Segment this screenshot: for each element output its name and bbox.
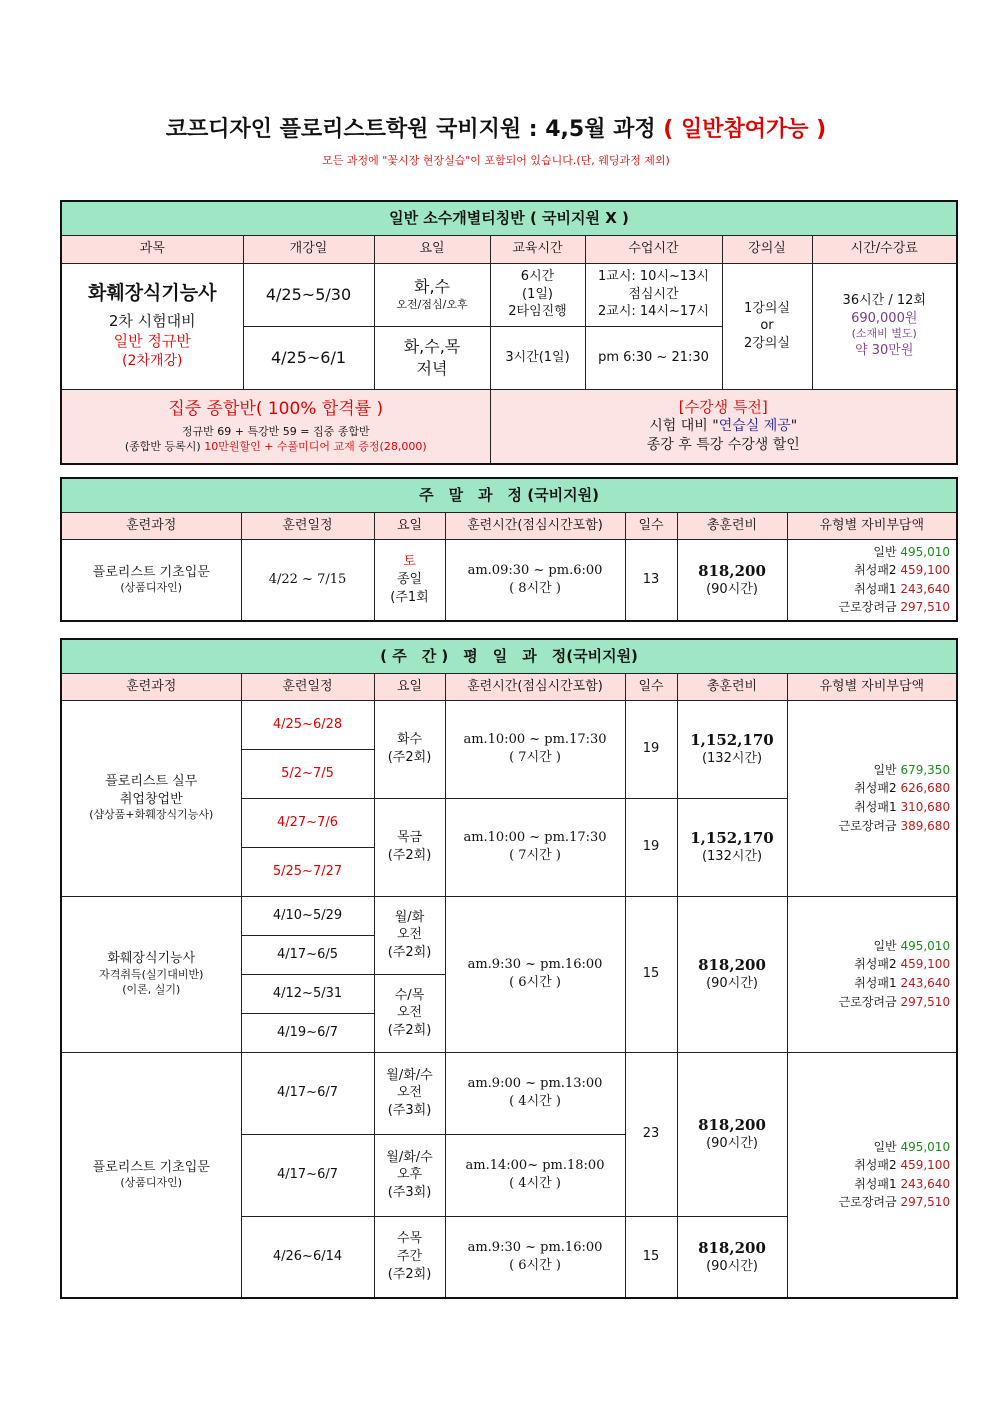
time-line: ( 7시간 ) bbox=[509, 750, 561, 765]
subject-line4: (2차개강) bbox=[122, 352, 183, 369]
time-line: ( 7시간 ) bbox=[509, 848, 561, 863]
fee-row bbox=[790, 1138, 951, 1157]
edu-line: 6시간 bbox=[520, 269, 555, 285]
header-fees: 유형별 자비부담액 bbox=[787, 512, 957, 539]
edu-line: (1일) bbox=[522, 286, 553, 302]
room-line: or bbox=[760, 318, 774, 334]
room-line: 2강의실 bbox=[744, 335, 790, 351]
cost-amount: 818,200 bbox=[698, 956, 766, 975]
fee-cell bbox=[812, 263, 957, 389]
schedule-cell: 4/19~6/7 bbox=[241, 1013, 374, 1052]
general-class-band: 일반 소수개별티칭반 ( 국비지원 X ) bbox=[61, 201, 957, 235]
class-time-line: 점심시간 bbox=[628, 286, 679, 302]
title-highlight: ( 일반참여가능 ) bbox=[663, 117, 827, 142]
days-cell: 19 bbox=[625, 700, 677, 798]
cost-cell bbox=[677, 1216, 787, 1298]
title-main: 코프디자인 플로리스트학원 국비지원 : 4,5월 과정 bbox=[165, 117, 656, 142]
header-class-time: 수업시간 bbox=[585, 235, 722, 263]
intensive-line1: 정규반 69 + 특강반 59 = 집중 종합반 bbox=[181, 424, 370, 438]
intensive-cell bbox=[61, 389, 490, 464]
class-time-cell: pm 6:30 ~ 21:30 bbox=[585, 326, 722, 389]
fee-type: 취성패2 bbox=[854, 563, 897, 578]
subject-line3: 일반 정규반 bbox=[113, 332, 191, 351]
fees-cell bbox=[787, 539, 957, 621]
fee-value: 495,010 bbox=[900, 938, 951, 953]
day-cell bbox=[374, 798, 445, 896]
subject-title: 화훼장식기능사 bbox=[88, 282, 217, 305]
fee-type: 근로장려금 bbox=[838, 600, 897, 615]
schedule-cell: 4/27~7/6 bbox=[241, 798, 374, 847]
fee-value: 495,010 bbox=[900, 544, 951, 559]
day-line: 오전 bbox=[396, 1085, 423, 1101]
schedule-cell: 4/22 ~ 7/15 bbox=[241, 539, 374, 621]
fee-type: 취성패2 bbox=[854, 1158, 897, 1173]
time-line: ( 4시간 ) bbox=[509, 1176, 561, 1191]
time-cell bbox=[445, 798, 625, 896]
fee-type: 취성패2 bbox=[854, 957, 897, 972]
fee-row bbox=[790, 798, 951, 817]
course-sub: 자격취득(실기대비반) bbox=[99, 967, 204, 981]
fee-type: 일반 bbox=[873, 938, 897, 953]
page-subtitle: 모든 과정에 "꽃시장 현장실습"이 포함되어 있습니다.(단, 웨딩과정 제외) bbox=[322, 154, 670, 167]
time-line: am.9:00 ~ pm.13:00 bbox=[467, 1076, 603, 1092]
weekday-band: ( 주 간 ) 평 일 과 정(국비지원) bbox=[61, 639, 957, 673]
day-line: 종일 bbox=[396, 571, 423, 587]
cost-hours: (90시간) bbox=[706, 1136, 758, 1152]
day-cell bbox=[374, 1052, 445, 1134]
time-cell bbox=[445, 1134, 625, 1216]
fee-type: 근로장려금 bbox=[838, 994, 897, 1009]
course-name: 취업창업반 bbox=[119, 791, 183, 807]
schedule-cell: 4/10~5/29 bbox=[241, 896, 374, 935]
fee-row bbox=[790, 937, 951, 956]
fee-type: 일반 bbox=[873, 544, 897, 559]
benefit-line2: 종강 후 특강 수강생 할인 bbox=[646, 437, 800, 454]
days-cell: 15 bbox=[625, 1216, 677, 1298]
fee-value: 310,680 bbox=[900, 800, 951, 814]
fees-cell bbox=[787, 896, 957, 1052]
course-name: 화훼장식기능사 bbox=[107, 951, 196, 967]
time-line: am.10:00 ~ pm.17:30 bbox=[463, 732, 607, 748]
cost-amount: 1,152,170 bbox=[690, 829, 774, 848]
day-cell bbox=[374, 700, 445, 798]
day-cell bbox=[374, 896, 445, 974]
course-sub: (상품디자인) bbox=[120, 581, 183, 595]
fee-type: 취성패1 bbox=[854, 976, 897, 990]
time-line: am.14:00~ pm.18:00 bbox=[465, 1158, 605, 1174]
course-sub: (이론, 실기) bbox=[122, 982, 181, 996]
fee-price: 690,000원 bbox=[851, 310, 918, 326]
days-cell: 15 bbox=[625, 896, 677, 1052]
header-schedule: 훈련일정 bbox=[241, 673, 374, 700]
day-sub: 저녁 bbox=[416, 358, 448, 378]
fees-cell bbox=[787, 1052, 957, 1298]
time-cell bbox=[445, 1052, 625, 1134]
header-course: 훈련과정 bbox=[61, 673, 241, 700]
day-cell bbox=[374, 1216, 445, 1298]
fee-value: 626,680 bbox=[900, 781, 951, 796]
fee-row bbox=[790, 761, 951, 780]
fee-type: 취성패2 bbox=[854, 781, 897, 796]
cost-amount: 818,200 bbox=[698, 1238, 766, 1257]
schedule-cell: 4/26~6/14 bbox=[241, 1216, 374, 1298]
benefit-line1-highlight: 연습실 제공 bbox=[718, 418, 791, 435]
page-title bbox=[0, 112, 992, 143]
fee-row bbox=[790, 974, 951, 993]
schedule-cell: 4/25~6/28 bbox=[241, 700, 374, 749]
weekend-band: 주 말 과 정 (국비지원) bbox=[61, 478, 957, 512]
day-line: (주2회) bbox=[387, 750, 432, 765]
day-main: 화,수 bbox=[414, 277, 450, 297]
class-time-line: 2교시: 14시~17시 bbox=[598, 304, 709, 320]
day-cell bbox=[374, 539, 445, 621]
header-cost: 총훈련비 bbox=[677, 673, 787, 700]
fee-value: 243,640 bbox=[900, 1176, 951, 1191]
schedule-cell: 4/17~6/7 bbox=[241, 1134, 374, 1216]
course-cell bbox=[61, 539, 241, 621]
header-fee: 시간/수강료 bbox=[812, 235, 957, 263]
day-line: (주2회) bbox=[387, 944, 432, 960]
fee-type: 일반 bbox=[873, 762, 897, 777]
fees-cell bbox=[787, 700, 957, 896]
fee-row bbox=[790, 561, 951, 580]
cost-cell bbox=[677, 700, 787, 798]
benefit-line1-prefix: 시험 대비 " bbox=[649, 418, 719, 435]
start-date: 4/25~6/1 bbox=[243, 326, 374, 389]
fee-row bbox=[790, 1156, 951, 1175]
subject-line2: 2차 시험대비 bbox=[108, 312, 196, 331]
time-cell bbox=[445, 1216, 625, 1298]
header-subject: 과목 bbox=[61, 235, 243, 263]
header-schedule: 훈련일정 bbox=[241, 512, 374, 539]
day-line: 토 bbox=[403, 554, 416, 570]
cost-hours: (132시간) bbox=[701, 751, 763, 767]
day-cell bbox=[374, 263, 490, 326]
fee-row bbox=[790, 993, 951, 1012]
time-line: ( 4시간 ) bbox=[509, 1094, 561, 1109]
header-start: 개강일 bbox=[243, 235, 374, 263]
fee-value: 459,100 bbox=[900, 1158, 951, 1173]
class-time-line: 1교시: 10시~13시 bbox=[598, 269, 709, 285]
time-line: am.9:30 ~ pm.16:00 bbox=[467, 1240, 603, 1256]
days-cell: 13 bbox=[625, 539, 677, 621]
fee-row bbox=[790, 1175, 951, 1194]
intensive-line2-label: (종합반 등록시) bbox=[124, 439, 201, 453]
fee-value: 679,350 bbox=[900, 762, 951, 777]
cost-hours: (90시간) bbox=[706, 976, 758, 992]
header-days: 일수 bbox=[625, 673, 677, 700]
schedule-cell: 4/12~5/31 bbox=[241, 974, 374, 1013]
fee-type: 취성패1 bbox=[854, 1176, 897, 1191]
edu-time-cell: 3시간(1일) bbox=[490, 326, 585, 389]
day-main: 화,수,목 bbox=[403, 336, 461, 356]
course-sub: (샵상품+화훼장식기능사) bbox=[89, 808, 214, 822]
days-cell: 19 bbox=[625, 798, 677, 896]
header-cost: 총훈련비 bbox=[677, 512, 787, 539]
course-cell bbox=[61, 1052, 241, 1298]
day-line: (주3회) bbox=[387, 1184, 432, 1200]
header-day: 요일 bbox=[374, 673, 445, 700]
course-sub: (상품디자인) bbox=[120, 1176, 183, 1190]
day-line: 수/목 bbox=[394, 987, 425, 1003]
fee-row bbox=[790, 1193, 951, 1212]
day-line: (주2회) bbox=[387, 848, 432, 863]
header-course: 훈련과정 bbox=[61, 512, 241, 539]
edu-line: 2타임진행 bbox=[508, 304, 567, 320]
day-line: (주3회) bbox=[387, 1102, 432, 1118]
time-line: am.09:30 ~ pm.6:00 bbox=[467, 563, 603, 579]
cost-cell bbox=[677, 1052, 787, 1216]
fee-value: 297,510 bbox=[900, 600, 951, 615]
intensive-line2-offer: 10만원할인 + 수풀미디어 교재 증정(28,000) bbox=[204, 439, 427, 453]
fee-value: 459,100 bbox=[900, 563, 951, 578]
fee-row bbox=[790, 598, 951, 617]
fee-value: 495,010 bbox=[900, 1139, 951, 1154]
day-line: 월/화/수 bbox=[386, 1067, 433, 1083]
cost-hours: (90시간) bbox=[706, 582, 758, 598]
edu-time-cell bbox=[490, 263, 585, 326]
intensive-line2 bbox=[64, 440, 488, 455]
header-time: 훈련시간(점심시간포함) bbox=[445, 673, 625, 700]
header-day: 요일 bbox=[374, 512, 445, 539]
fee-type: 취성패1 bbox=[854, 800, 897, 814]
course-name: 플로리스트 기초입문 bbox=[92, 1159, 210, 1175]
cost-cell bbox=[677, 798, 787, 896]
time-line: ( 6시간 ) bbox=[509, 1257, 561, 1273]
day-line: 수목 bbox=[396, 1231, 423, 1247]
fee-value: 243,640 bbox=[900, 976, 951, 990]
room-cell bbox=[722, 263, 812, 389]
benefit-line1 bbox=[493, 417, 955, 436]
day-line: 목금 bbox=[396, 830, 423, 846]
header-days: 일수 bbox=[625, 512, 677, 539]
day-line: 오전 bbox=[396, 927, 423, 943]
header-fees: 유형별 자비부담액 bbox=[787, 673, 957, 700]
fee-value: 459,100 bbox=[900, 957, 951, 972]
fee-type: 취성패1 bbox=[854, 581, 897, 596]
fee-row bbox=[790, 580, 951, 599]
schedule-cell: 4/17~6/7 bbox=[241, 1052, 374, 1134]
fee-value: 243,640 bbox=[900, 581, 951, 596]
fee-type: 근로장려금 bbox=[838, 1195, 897, 1210]
subject-cell bbox=[61, 263, 243, 389]
course-cell bbox=[61, 896, 241, 1052]
cost-cell bbox=[677, 896, 787, 1052]
day-sub: 오전/점심/오후 bbox=[396, 297, 468, 311]
weekend-course-table bbox=[60, 477, 958, 622]
start-date: 4/25~5/30 bbox=[243, 263, 374, 326]
time-cell bbox=[445, 539, 625, 621]
day-line: 월/화/수 bbox=[386, 1149, 433, 1165]
general-class-table bbox=[60, 200, 958, 465]
fee-type: 일반 bbox=[873, 1139, 897, 1154]
class-time-cell bbox=[585, 263, 722, 326]
benefit-title: [수강생 특전] bbox=[678, 398, 768, 417]
schedule-cell: 5/2~7/5 bbox=[241, 749, 374, 798]
time-line: ( 6시간 ) bbox=[509, 975, 561, 990]
day-line: (주2회) bbox=[387, 1022, 432, 1038]
day-line: 화수 bbox=[396, 732, 423, 748]
cost-hours: (132시간) bbox=[701, 849, 763, 865]
intensive-title: 집중 종합반( 100% 합격률 ) bbox=[168, 398, 384, 419]
course-name: 플로리스트 실무 bbox=[105, 774, 198, 790]
fee-value: 297,510 bbox=[900, 994, 951, 1009]
day-cell bbox=[374, 326, 490, 389]
header-time: 훈련시간(점심시간포함) bbox=[445, 512, 625, 539]
cost-cell bbox=[677, 539, 787, 621]
weekday-course-table bbox=[60, 638, 958, 1299]
day-cell bbox=[374, 974, 445, 1052]
day-line: (주2회) bbox=[387, 1266, 432, 1282]
benefit-line1-suffix: " bbox=[790, 418, 798, 435]
benefit-cell bbox=[490, 389, 957, 464]
cost-amount: 818,200 bbox=[698, 1116, 766, 1135]
day-cell bbox=[374, 1134, 445, 1216]
fee-row bbox=[790, 817, 951, 836]
fee-note: (소재비 별도) bbox=[851, 327, 917, 341]
time-cell bbox=[445, 700, 625, 798]
fee-row bbox=[790, 779, 951, 798]
day-line: 주간 bbox=[396, 1248, 423, 1264]
cost-hours: (90시간) bbox=[706, 1259, 758, 1275]
fee-hours: 36시간 / 12회 bbox=[842, 293, 926, 309]
fee-value: 389,680 bbox=[900, 818, 951, 833]
fee-row bbox=[790, 543, 951, 562]
fee-type: 근로장려금 bbox=[838, 818, 897, 833]
course-name: 플로리스트 기초입문 bbox=[92, 564, 210, 580]
day-line: 오후 bbox=[396, 1167, 423, 1183]
time-cell bbox=[445, 896, 625, 1052]
header-edu-time: 교육시간 bbox=[490, 235, 585, 263]
schedule-cell: 5/25~7/27 bbox=[241, 847, 374, 896]
room-line: 1강의실 bbox=[744, 300, 790, 316]
cost-amount: 1,152,170 bbox=[690, 731, 774, 750]
day-line: 오전 bbox=[396, 1005, 423, 1021]
header-room: 강의실 bbox=[722, 235, 812, 263]
schedule-cell: 4/17~6/5 bbox=[241, 935, 374, 974]
fee-value: 297,510 bbox=[900, 1195, 951, 1210]
time-line: am.9:30 ~ pm.16:00 bbox=[467, 957, 603, 973]
fee-approx: 약 30만원 bbox=[855, 343, 914, 359]
time-line: am.10:00 ~ pm.17:30 bbox=[463, 830, 607, 846]
cost-amount: 818,200 bbox=[698, 561, 766, 580]
day-line: (주1회 bbox=[390, 589, 429, 605]
fee-row bbox=[790, 955, 951, 974]
course-cell bbox=[61, 700, 241, 896]
days-cell: 23 bbox=[625, 1052, 677, 1216]
day-line: 월/화 bbox=[394, 909, 425, 925]
time-line: ( 8시간 ) bbox=[509, 580, 561, 596]
header-day: 요일 bbox=[374, 235, 490, 263]
